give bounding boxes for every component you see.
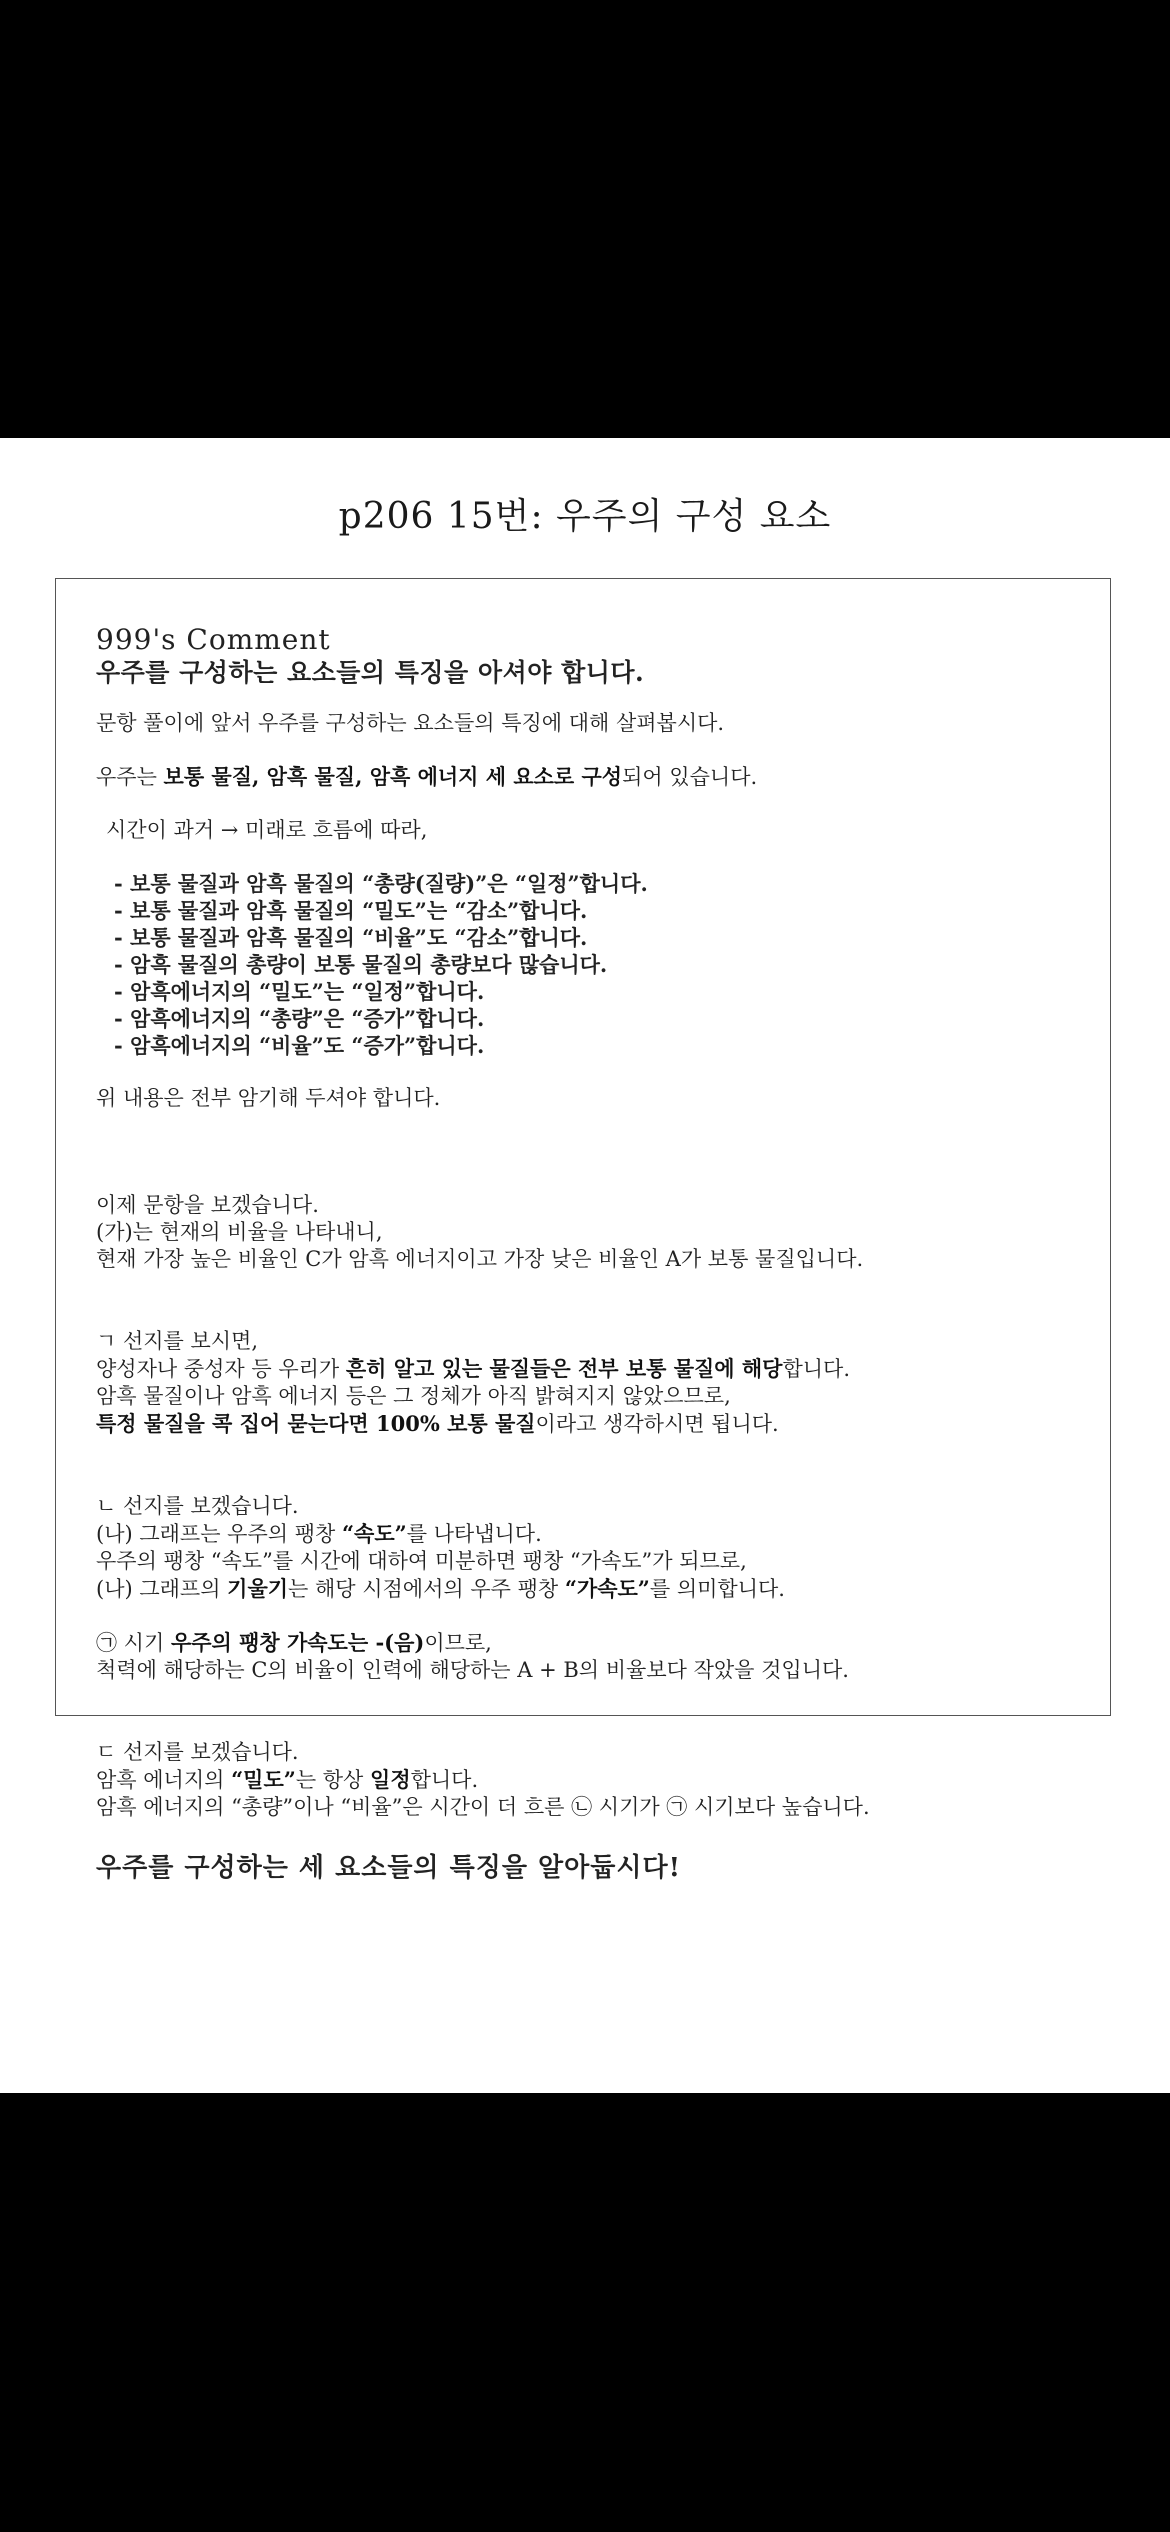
choice-d-line-2-mid: 는 항상: [295, 1768, 371, 1792]
choice-d-line-2-post: 합니다.: [410, 1768, 479, 1792]
choice-d-line-2-bold2: 일정: [370, 1767, 411, 1792]
choice-n-line-5: [96, 1629, 1080, 1657]
choice-n-line-4: [96, 1575, 1080, 1603]
choice-n-line-6: 척력에 해당하는 C의 비율이 인력에 해당하는 A + B의 비율보다 작았을 것입니다.: [96, 1658, 849, 1682]
comment-label: 999's Comment: [96, 623, 331, 656]
choice-d-line-2-pre: 암흑 에너지의: [96, 1768, 232, 1792]
composition-bold: 보통 물질, 암흑 물질, 암흑 에너지 세 요소로 구성: [163, 764, 623, 789]
choice-n-line-3: 우주의 팽창 “속도”를 시간에 대하여 미분하면 팽창 “가속도”가 되므로,: [96, 1549, 747, 1573]
fact-item: - 암흑에너지의 “비율”도 “증가”합니다.: [114, 1033, 485, 1058]
choice-g-line-4: [96, 1410, 1080, 1438]
choice-g-line-2-bold: 흔히 알고 있는 물질들은 전부 보통 물질에 해당: [345, 1356, 783, 1381]
memorize-text: 위 내용은 전부 암기해 두셔야 합니다.: [96, 1086, 441, 1110]
time-flow-text: 시간이 과거 → 미래로 흐름에 따라,: [106, 818, 428, 842]
choice-n-line-2: [96, 1520, 1080, 1548]
comment-content: [96, 624, 1080, 1885]
question-line-1: 이제 문항을 보겠습니다.: [96, 1193, 319, 1217]
question-line-2: (가)는 현재의 비율을 나타내니,: [96, 1220, 383, 1244]
choice-g-line-4-bold: 특정 물질을 콕 집어 묻는다면 100% 보통 물질: [96, 1411, 536, 1436]
choice-g-line-2: [96, 1355, 1080, 1383]
choice-n-line-5-post: 이므로,: [424, 1631, 492, 1655]
closing-statement: 우주를 구성하는 세 요소들의 특징을 알아둡시다!: [96, 1853, 681, 1883]
choice-n-line-2-bold: “속도”: [341, 1521, 407, 1546]
fact-item: - 보통 물질과 암흑 물질의 “총량(질량)”은 “일정”합니다.: [114, 871, 648, 896]
choice-g-line-1: ㄱ 선지를 보시면,: [96, 1329, 259, 1353]
choice-d-line-2-bold: “밀도”: [231, 1767, 296, 1792]
composition-post: 되어 있습니다.: [622, 765, 758, 789]
page-title: p206 15번: 우주의 구성 요소: [338, 496, 832, 537]
choice-g-line-3: 암흑 물질이나 암흑 에너지 등은 그 정체가 아직 밝혀지지 않았으므로,: [96, 1384, 731, 1408]
choice-n-line-2-post: 를 나타냅니다.: [406, 1522, 542, 1546]
choice-d-line-3: 암흑 에너지의 “총량”이나 “비율”은 시간이 더 흐른 ㉡ 시기가 ㉠ 시기보다 높습니다.: [96, 1795, 870, 1819]
intro-text: 문항 풀이에 앞서 우주를 구성하는 요소들의 특징에 대해 살펴봅시다.: [96, 711, 725, 735]
choice-n-line-4-bold2: “가속도”: [564, 1576, 650, 1601]
choice-d-line-1: ㄷ 선지를 보겠습니다.: [96, 1740, 299, 1764]
choice-n-line-2-pre: (나) 그래프는 우주의 팽창: [96, 1522, 342, 1546]
choice-n-line-4-bold: 기울기: [227, 1576, 289, 1601]
headline: 우주를 구성하는 요소들의 특징을 아셔야 합니다.: [96, 658, 645, 687]
fact-item: - 암흑에너지의 “총량”은 “증가”합니다.: [114, 1006, 485, 1031]
fact-item: - 암흑에너지의 “밀도”는 “일정”합니다.: [114, 979, 485, 1004]
choice-n-line-1: ㄴ 선지를 보겠습니다.: [96, 1494, 299, 1518]
choice-g-line-2-post: 합니다.: [782, 1357, 851, 1381]
composition-text: [96, 763, 1080, 791]
fact-item: - 보통 물질과 암흑 물질의 “밀도”는 “감소”합니다.: [114, 898, 588, 923]
fact-item: - 암흑 물질의 총량이 보통 물질의 총량보다 많습니다.: [114, 952, 608, 977]
facts-list: [96, 870, 1080, 1059]
composition-pre: 우주는: [96, 765, 164, 789]
question-line-3: 현재 가장 높은 비율인 C가 암흑 에너지이고 가장 낮은 비율인 A가 보통 물질입니다.: [96, 1247, 864, 1271]
choice-n-line-5-pre: ㉠ 시기: [96, 1631, 171, 1655]
choice-d-line-2: [96, 1766, 1080, 1794]
choice-n-line-4-post: 를 의미합니다.: [649, 1577, 785, 1601]
choice-n-line-5-bold: 우주의 팽창 가속도는 -(음): [170, 1630, 425, 1655]
document-page: [0, 438, 1170, 2093]
fact-item: - 보통 물질과 암흑 물질의 “비율”도 “감소”합니다.: [114, 925, 588, 950]
choice-g-line-2-pre: 양성자나 중성자 등 우리가: [96, 1357, 346, 1381]
comment-box: [55, 578, 1111, 1883]
choice-n-line-4-pre: (나) 그래프의: [96, 1577, 228, 1601]
choice-g-line-4-post: 이라고 생각하시면 됩니다.: [535, 1412, 779, 1436]
choice-n-line-4-mid: 는 해당 시점에서의 우주 팽창: [288, 1577, 565, 1601]
